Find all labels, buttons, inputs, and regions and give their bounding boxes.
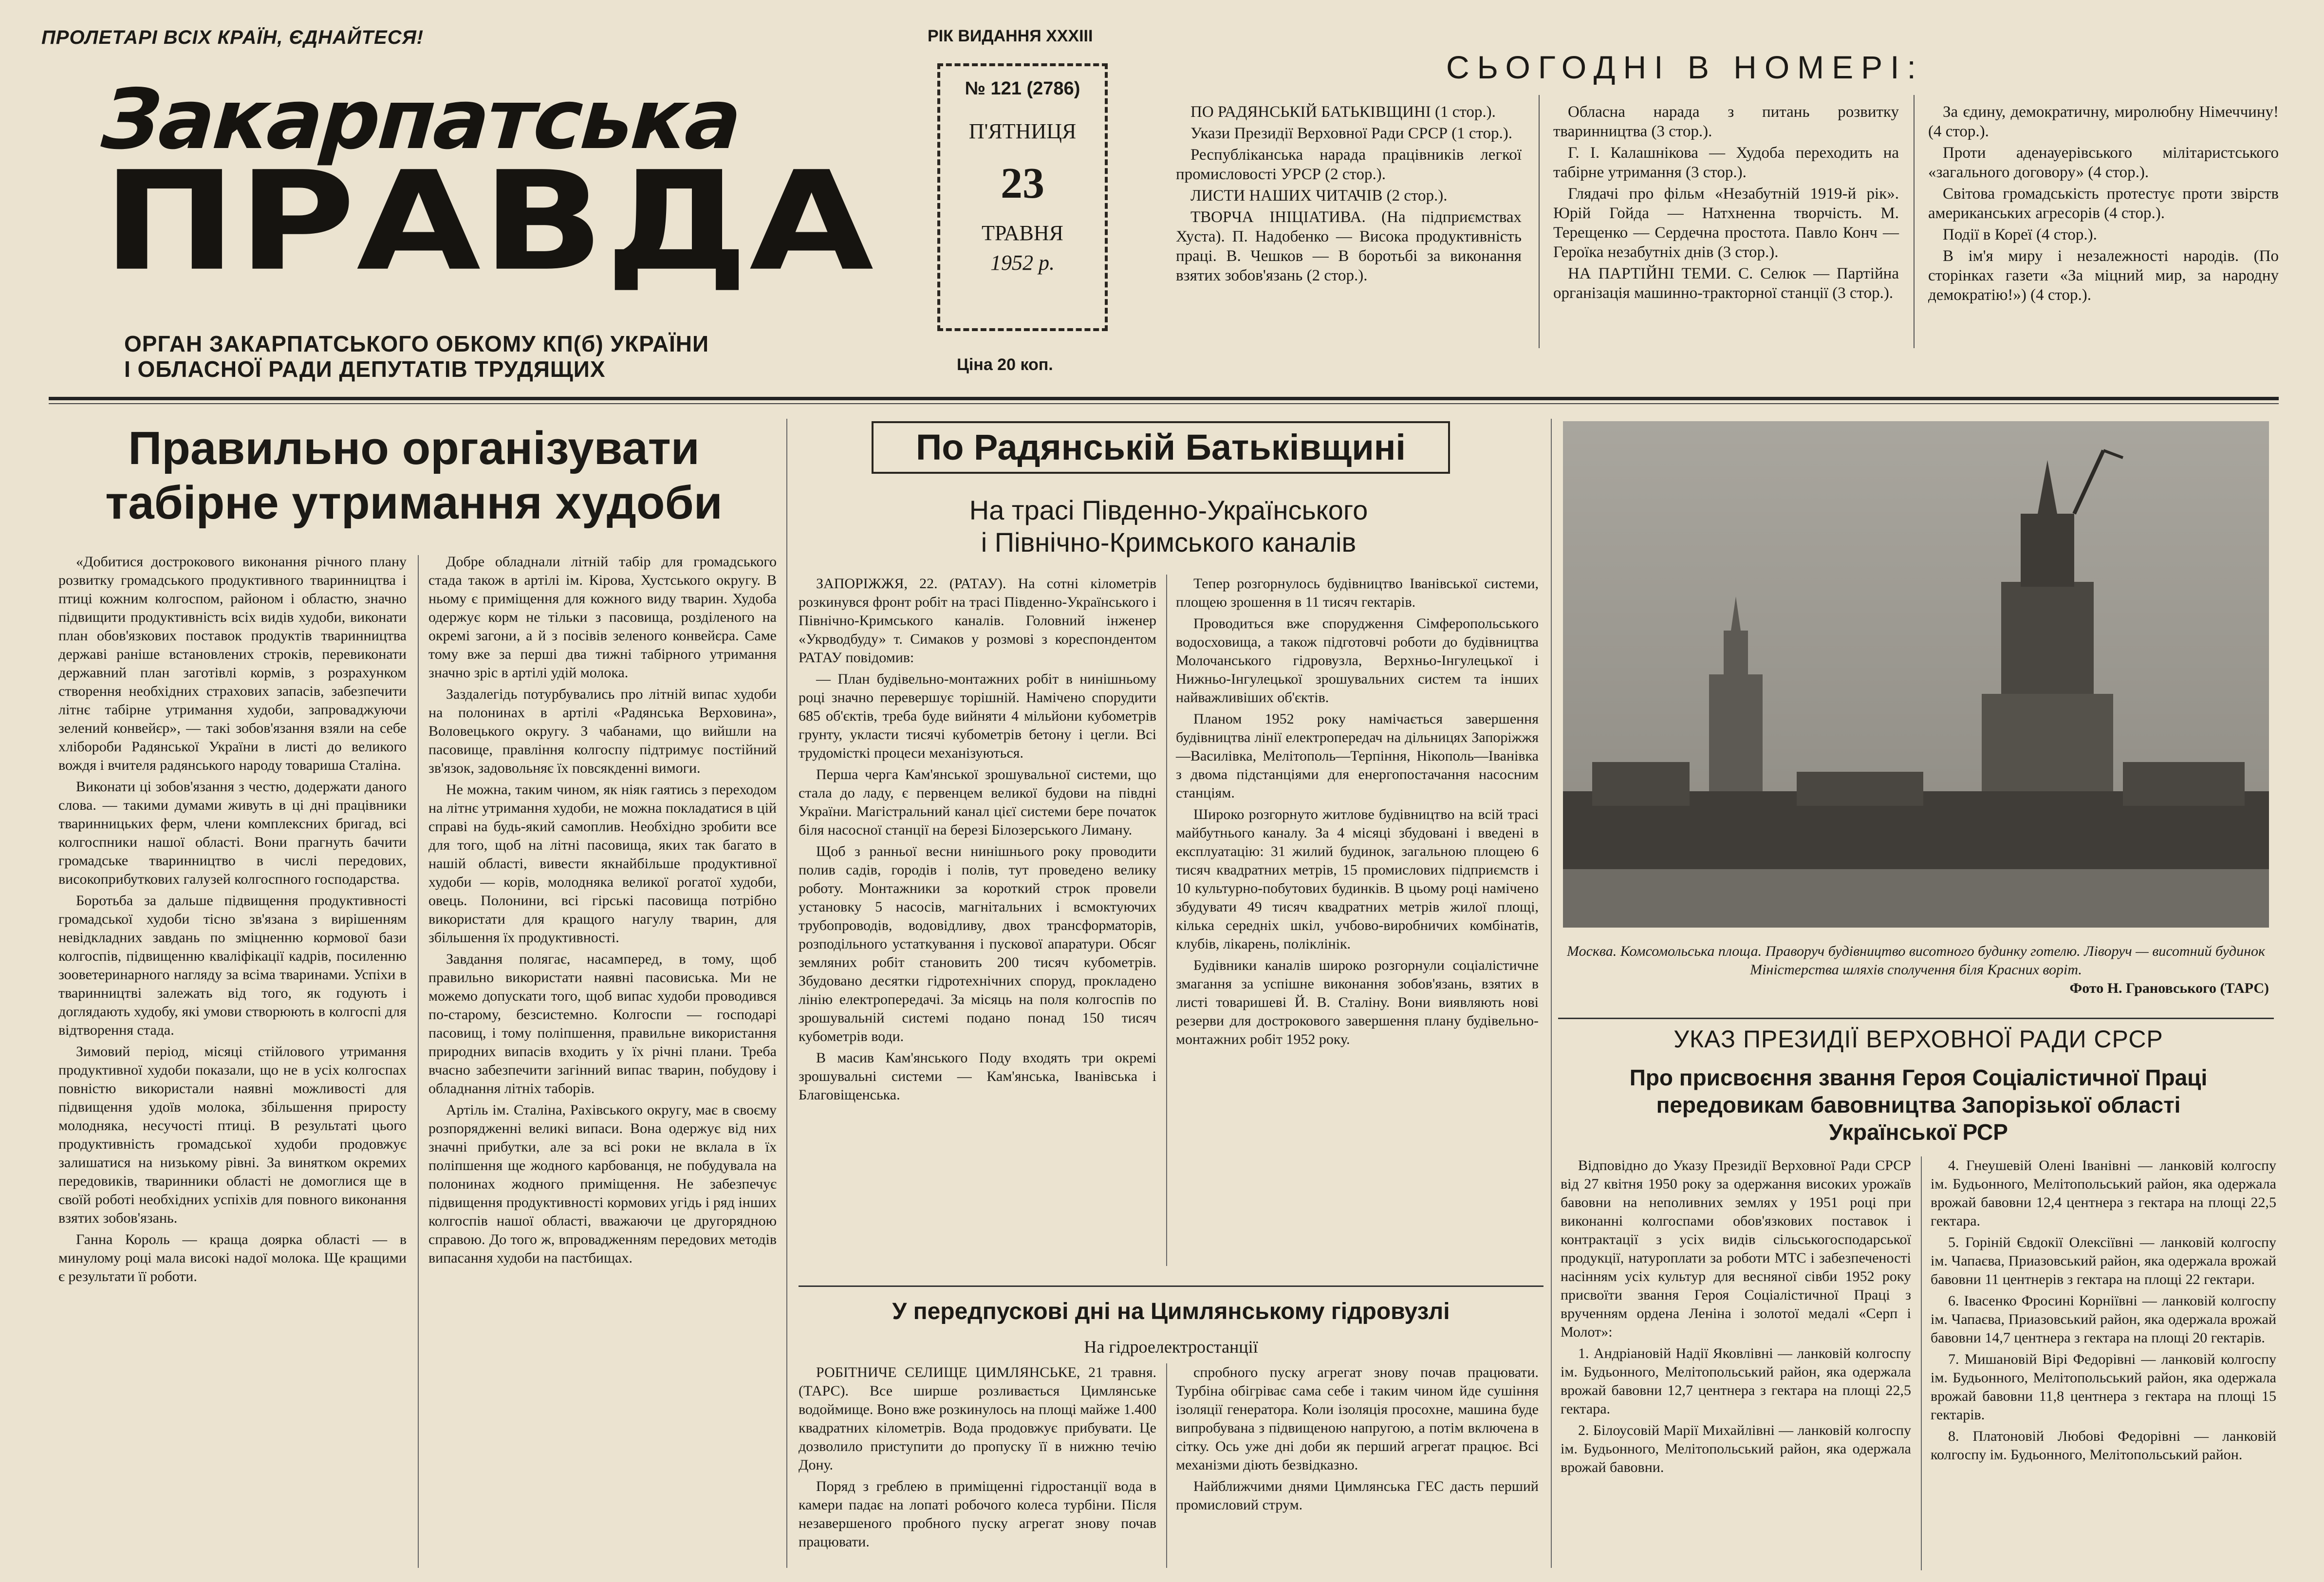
decree-paragraph: 6. Івасенко Фросині Корніївні — ланковій колгоспу ім. Чапаєва, Приазовський район, яка одержала врожай бавовни 14,7 центнера з гектара на площі 20 гектарів.	[1931, 1293, 2276, 1346]
skyscraper-photo-image	[1563, 421, 2269, 928]
decree-separator	[1558, 1018, 2274, 1019]
editorial-paragraph: Завдання полягає, насамперед, в тому, щоб правильно використати наявні пасовиська. Ми не можемо допускати того, щоб випас худоби проводився по-старому, безсистемно. Колгоспи — господарі пасовищ, і тому поліпшення, правильне використання природних випасів входить у їх річні плани. Треба вчасно забезпечити загінний випас тварин, побудову і обладнання літніх таборів.	[428, 951, 777, 1097]
issue-price: Ціна 20 коп.	[957, 355, 1053, 374]
masthead-rule-thin	[49, 403, 2279, 404]
editorial-headline-line-1: Правильно організувати	[128, 422, 700, 474]
article-paragraph: Поряд з греблею в приміщенні гідростанції вода в камери падає на лопаті робочого колеса турбіни. Після незавершеного пробного пуску агрегат знову почав працювати.	[799, 1478, 1156, 1550]
decree-paragraph: 7. Мишановій Вірі Федорівні — ланковій колгоспу ім. Будьонного, Мелітопольський район, яка одержала врожай бавовни 11,8 центнера з гектара на площі 15 гектарів.	[1931, 1351, 2276, 1423]
issue-number: № 121 (2786)	[965, 78, 1080, 99]
moscow-photo	[1563, 421, 2269, 928]
photo-credit: Фото Н. Грановського (ТАРС)	[2069, 980, 2269, 996]
article-paragraph: В масив Кам'янського Поду входять три окремі зрошувальні системи — Кам'янська, Іванівська і Благовіщенська.	[799, 1050, 1156, 1103]
canal-headline-line-1: На трасі Південно-Українського	[969, 495, 1368, 525]
editorial-paragraph: Артіль ім. Сталіна, Рахівського округу, має в своєму розпорядженні великі випаси. Вона одержує від них значні прибутки, але за всі роки не вклала в їх поліпшення ще жодного карбованця, не побудувала на полонинах жодного приміщення. Не забезпечує підвищення продуктивності кормових угідь і ряд інших колгоспів нашої області, вважаючи це другорядною справою. До того ж, впровадженням передових методів випасання худоби на пастбищах.	[428, 1102, 777, 1266]
contents-item: ПО РАДЯНСЬКІЙ БАТЬКІВЩИНІ (1 стор.).	[1190, 103, 1496, 121]
article-paragraph: Щоб з ранньої весни нинішнього року проводити полив садів, городів і полів, тут проведено велику роботу. Монтажники за короткий строк провели установку 5 насосів, магнітальних і всмоктуючих трубопроводів, водовідливу, двох трансформаторів, розподільного устаткування і пускової апаратури. Обсяг земляних робіт становить 200 тисяч кубометрів. Збудовано десятки гідротехнічних споруд, прокладено лінію електропередачі. За місяць на поля колгоспів по зрошувальній системі подано понад 150 тисяч кубометрів води.	[799, 843, 1156, 1044]
editorial-paragraph: Боротьба за дальше підвищення продуктивності громадської худоби тісно зв'язана з вирішенням невідкладних завдань по зміцненню кормової бази колгоспів, підвищенню кваліфікації кадрів, посиленню зооветеринарного нагляду за всіма тваринами. Успіхи в тваринництві залежать від того, як годують і доглядають худобу, які умови створюють в колгоспі для відтворення стада.	[58, 893, 407, 1038]
decree-column-1	[1561, 1156, 1911, 1480]
title-line-2: ПРАВДА	[102, 142, 875, 301]
tsimlyansk-column-1	[799, 1363, 1156, 1554]
issue-day: 23	[1001, 159, 1044, 207]
contents-item: НА ПАРТІЙНІ ТЕМИ. С. Селюк — Партійна організація машинно-тракторної станції (3 стор.).	[1553, 265, 1899, 302]
subtitle-line-2: І ОБЛАСНОЇ РАДИ ДЕПУТАТІВ ТРУДЯЩИХ	[124, 356, 606, 382]
editorial-column-2	[428, 553, 777, 1270]
contents-item: Світова громадськість протестує проти звірств американських агресорів (4 стор.).	[1928, 185, 2279, 222]
contents-divider	[1539, 95, 1540, 348]
contents-item: Укази Президії Верховної Ради СРСР (1 стор.).	[1190, 125, 1513, 142]
contents-item: Глядачі про фільм «Незабутній 1919-й рік». Юрій Гойда — Натхненна творчість. М. Терещенко — Сердечна простота. Павло Конч — Героїка незабутніх днів (3 стор.).	[1553, 185, 1899, 261]
editorial-paragraph: Заздалегідь потурбувались про літній випас худоби на полонинах в артілі «Радянська Верховина», Воловецького округу. З чабанами, що вийшли на пасовище, правління колгоспу підтримує постійний зв'язок, задовольняє їх повсякденні вимоги.	[428, 686, 777, 776]
canal-column-2	[1176, 575, 1539, 1052]
section-title-box	[872, 421, 1450, 474]
contents-item: В ім'я миру і незалежності народів. (По сторінках газети «За міцний мир, за народну демократію!») (4 стор.).	[1928, 247, 2279, 304]
article-paragraph: спробного пуску агрегат знову почав працювати. Турбіна обігріває сама себе і таким чином йде сушіння ізоляції генератора. Коли ізоляція просохне, машина буде випробувана з підвищеною напругою, а потім включена в сітку. Ось уже дні доби як перший агрегат працює. Всі механізми діють безвідказно.	[1176, 1364, 1539, 1473]
decree-subtitle-line-1: Про присвоєння звання Героя Соціалістичної Праці	[1629, 1065, 2208, 1090]
contents-item: ТВОРЧА ІНІЦІАТИВА. (На підприємствах Хуста). П. Надобенко — Висока продуктивність праці. В. Чешков — В боротьбі за виконання взятих зобов'язань (2 стор.).	[1176, 208, 1522, 284]
newspaper-title	[99, 72, 875, 305]
editorial-paragraph: Добре обладнали літній табір для громадського стада також в артілі ім. Кірова, Хустського округу. В ньому є приміщення для кожного виду тварин. Худоба одержує корм не тільки з пасовища, розділеного на окремі загони, а й з посівів зеленого конвейєра. Саме тому вже за перші два тижні табірного утримання значно зріс в артілі удій молока.	[428, 554, 777, 681]
contents-item: Проти аденауерівського мілітаристського «загального договору» (4 стор.).	[1928, 144, 2279, 181]
decree-paragraph: Відповідно до Указу Президії Верховної Ради СРСР від 27 квітня 1950 року за одержання високих урожаїв бавовни на неполивних землях у 1951 році при виконанні колгоспами обов'язкових поставок і контрактації з усіх видів сільськогосподарської продукції, натуроплати за роботи МТС і забезпеченості насінням усіх культур для весняної сівби 1952 року присвоїти звання Героя Соціалістичної Праці з врученням ордена Леніна і золотої медалі «Серп і Молот»:	[1561, 1157, 1911, 1340]
article-paragraph: — План будівельно-монтажних робіт в нинішньому році значно перевершує торішній. Намічено спорудити 685 об'єктів, треба буде вийняти 4 мільйони кубометрів грунту, укласти тисячі кубометрів бетону і цегли. Всі трудомісткі процеси механізуються.	[799, 671, 1156, 761]
contents-item: Події в Кореї (4 стор.).	[1943, 226, 2097, 243]
tsimlyansk-column-2	[1176, 1363, 1539, 1517]
decree-subtitle-line-2: передовикам бавовництва Запорізької області	[1656, 1092, 2181, 1117]
party-motto: ПРОЛЕТАРІ ВСІХ КРАЇН, ЄДНАЙТЕСЯ!	[41, 27, 424, 48]
article-paragraph: Тепер розгорнулось будівництво Іванівської системи, площею зрошення в 11 тисяч гектарів.	[1176, 576, 1539, 610]
article-separator	[799, 1285, 1543, 1287]
tsimlyansk-subhead: На гідроелектростанції	[1084, 1337, 1258, 1357]
masthead-rule	[49, 397, 2279, 400]
decree-subtitle-line-3: Української РСР	[1829, 1119, 2008, 1145]
article-paragraph: Будівники каналів широко розгорнули соціалістичне змагання за успішне виконання зобов'язань, взятих в листі товаришеві Й. В. Сталіну. Вони виявляють нові резерви для дострокового завершення плану будівельно-монтажних робіт 1952 року.	[1176, 957, 1539, 1047]
editorial-headline	[58, 421, 769, 530]
editorial-paragraph: Зимовий період, місяці стійлового утримання продуктивної худоби показали, що не в усіх колгоспах повністю використали наявні можливості для підвищення удоїв молока, збільшення приросту молодняка, несучості птиці. В результаті цього продуктивність громадської худоби продовжує залишатися на низькому рівні. За винятком окремих передовиків, тваринники області не домоглися ще в своїй роботі необхідних успіхів для повного виконання взятих зобов'язань.	[58, 1043, 407, 1226]
column-divider	[1551, 419, 1552, 1568]
article-paragraph: РОБІТНИЧЕ СЕЛИЩЕ ЦИМЛЯНСЬКЕ, 21 травня. (ТАРС). Все ширше розливається Цимлянське водоймище. Воно вже розкинулось на площі майже 1.400 квадратних кілометрів. Вода продовжує прибувати. Це дозволило приступити до пропуску її в нижню течію Дону.	[799, 1364, 1156, 1473]
issue-weekday: П'ЯТНИЦЯ	[968, 119, 1077, 143]
contents-item: Республіканська нарада працівників легкої промисловості УРСР (2 стор.).	[1176, 146, 1522, 183]
issue-year: 1952 р.	[990, 251, 1055, 275]
column-divider	[1166, 575, 1167, 1266]
article-paragraph: ЗАПОРІЖЖЯ, 22. (РАТАУ). На сотні кілометрів розкинувся фронт робіт на трасі Південно-Українського і Північно-Кримського каналів. Головний інженер «Укрводбуду» т. Симаков у розмові з кореспондентом РАТАУ повідомив:	[799, 576, 1156, 666]
column-divider	[1166, 1363, 1167, 1568]
canal-column-1	[799, 575, 1156, 1107]
editorial-paragraph: Виконати ці зобов'язання з честю, додержати даного слова. — такими думами живуть в ці дні працівники тваринницьких ферм, члени комплексних бригад, всі колгоспники нашої області. Вони прагнуть бачити громадське тваринництво в числі передових, високоприбуткових галузей колгоспного господарства.	[58, 779, 407, 887]
section-title: По Радянській Батьківщині	[916, 427, 1406, 467]
article-paragraph: Планом 1952 року намічається завершення будівництва лінії електропередач на дільницях Запоріжжя—Василівка, Мелітополь—Терпіння, Нікополь—Іванівка з двома підстанціями для енергопостачання насосним станціям.	[1176, 711, 1539, 801]
decree-paragraph: 4. Гнеушевій Олені Іванівні — ланковій колгоспу ім. Будьонного, Мелітопольський район, яка одержала врожай бавовни 12,4 центнера з гектара на площі 22,5 гектара.	[1931, 1157, 2276, 1229]
contents-item: За єдину, демократичну, миролюбну Німеччину! (4 стор.).	[1928, 103, 2279, 140]
decree-paragraph: 8. Платоновій Любові Федорівні — ланковій колгоспу ім. Будьонного, Мелітопольський район.	[1931, 1428, 2276, 1463]
photo-caption-text: Москва. Комсомольська площа. Праворуч будівництво висотного будинку готелю. Ліворуч — висотний будинок Міністерства шляхів сполучення біля Красних воріт.	[1567, 943, 2265, 978]
contents-divider	[1914, 95, 1915, 348]
tsimlyansk-headline: У передпускові дні на Цимлянському гідровузлі	[892, 1299, 1450, 1324]
article-paragraph: Проводиться вже спорудження Сімферопольського водосховища, а також підготовчі роботи до будівництва Молочанського гідровузла, Верхньо-Інгулецької і Нижньо-Інгулецької зрошувальних систем та інших найважливіших об'єктів.	[1176, 615, 1539, 706]
decree-subtitle	[1563, 1064, 2274, 1146]
editorial-paragraph: Не можна, таким чином, як ніяк гаятись з переходом на літнє утримання худоби, не можна покладатися в цій справі на будь-який самоплив. Необхідно зробити все для того, щоб на літні пасовища, яких так багато в нашій області, вивести якнайбільше продуктивної худоби — корів, молодняка великої рогатої худоби, овець. Полонини, всі гірські пасовища потрібно використати для кращого нагулу тварин, для збільшення їх продуктивності.	[428, 782, 777, 946]
decree-title: УКАЗ ПРЕЗИДІЇ ВЕРХОВНОЇ РАДИ СРСР	[1673, 1025, 2163, 1053]
decree-paragraph: 2. Білоусовій Марії Михайлівні — ланковій колгоспу ім. Будьонного, Мелітопольський район, яка одержала врожай бавовни.	[1561, 1422, 1911, 1475]
contents-column-2	[1553, 102, 1899, 305]
decree-paragraph: 1. Андріановій Надії Яковлівні — ланковій колгоспу ім. Будьонного, Мелітопольський район, яка одержала врожай бавовни 12,7 центнера з гектара на площі 22,5 гектара.	[1561, 1345, 1911, 1417]
contents-item: Г. І. Калашнікова — Худоба переходить на табірне утримання (3 стор.).	[1553, 144, 1899, 181]
editorial-paragraph: Ганна Король — краща доярка області — в минулому році мала високі надої молока. Ще кращими є результати її роботи.	[58, 1231, 407, 1284]
article-paragraph: Найближчими днями Цимлянська ГЕС дасть перший промисловий струм.	[1176, 1478, 1539, 1513]
decree-column-2	[1931, 1156, 2276, 1467]
issue-month: ТРАВНЯ	[982, 221, 1063, 245]
contents-column-3	[1928, 102, 2279, 307]
editorial-headline-line-2: табірне утримання худоби	[105, 477, 723, 529]
decree-paragraph: 5. Горіній Євдокії Олексіївні — ланковій колгоспу ім. Чапаєва, Приазовський район, яка одержала врожай бавовни 11 центнерів з гектара на площі 22 гектари.	[1931, 1234, 2276, 1287]
newspaper-subtitle	[124, 331, 757, 382]
canal-headline-line-2: і Північно-Кримського каналів	[981, 527, 1357, 558]
column-divider	[1921, 1156, 1922, 1570]
contents-column-1	[1176, 102, 1522, 287]
article-paragraph: Перша черга Кам'янської зрошувальної системи, що стала до ладу, є первенцем великої будови на півдні України. Магістральний канал цієї системи бере початок біля насосної станції на березі Білозерського Лиману.	[799, 766, 1156, 838]
issue-date-box	[937, 63, 1108, 331]
subtitle-line-1: ОРГАН ЗАКАРПАТСЬКОГО ОБКОМУ КП(б) УКРАЇНИ	[124, 331, 709, 356]
column-divider	[786, 419, 787, 1568]
publication-year: РІК ВИДАННЯ XXXIII	[928, 27, 1093, 45]
contents-item: ЛИСТИ НАШИХ ЧИТАЧІВ (2 стор.).	[1190, 187, 1448, 205]
photo-caption	[1563, 942, 2269, 998]
contents-item: Обласна нарада з питань розвитку тваринництва (3 стор.).	[1553, 103, 1899, 140]
article-paragraph: Широко розгорнуто житлове будівництво на всій трасі майбутнього каналу. За 4 місяці збудовані і введені в експлуатацію: 31 жилий будинок, загальною площею 6 тисяч квадратних метрів, 15 промислових підприємств і 10 культурно-побутових будинків. В цьому році намічено збудувати 49 тисяч квадратних метрів жилої площі, кілька середніх шкіл, учбово-виробничих комбінатів, клубів, лікарень, поліклінік.	[1176, 806, 1539, 952]
contents-heading: СЬОГОДНІ В НОМЕРІ:	[1446, 49, 1924, 85]
editorial-paragraph: «Добитися дострокового виконання річного плану розвитку громадського продуктивного тваринництва і птиці кожним колгоспом, районом і областю, значно підвищити продуктивність всіх видів худоби, виконати план обов'язкових поставок продуктів тваринництва державі раніше встановлених строків, перевиконати державний план заготівлі кормів, з розрахунком створення необхідних страхових запасів, забезпечити літнє табірне утримання худоби, запроваджуючи зелений конвейєр», — такі зобов'язання взяли на себе хлібороби Радянської України в листі до великого вождя і вчителя радянського народу товариша Сталіна.	[58, 554, 407, 773]
column-divider	[418, 555, 419, 1568]
editorial-column-1	[58, 553, 407, 1289]
title-line-1: Закарпатська	[99, 72, 743, 168]
canal-headline	[803, 494, 1534, 558]
